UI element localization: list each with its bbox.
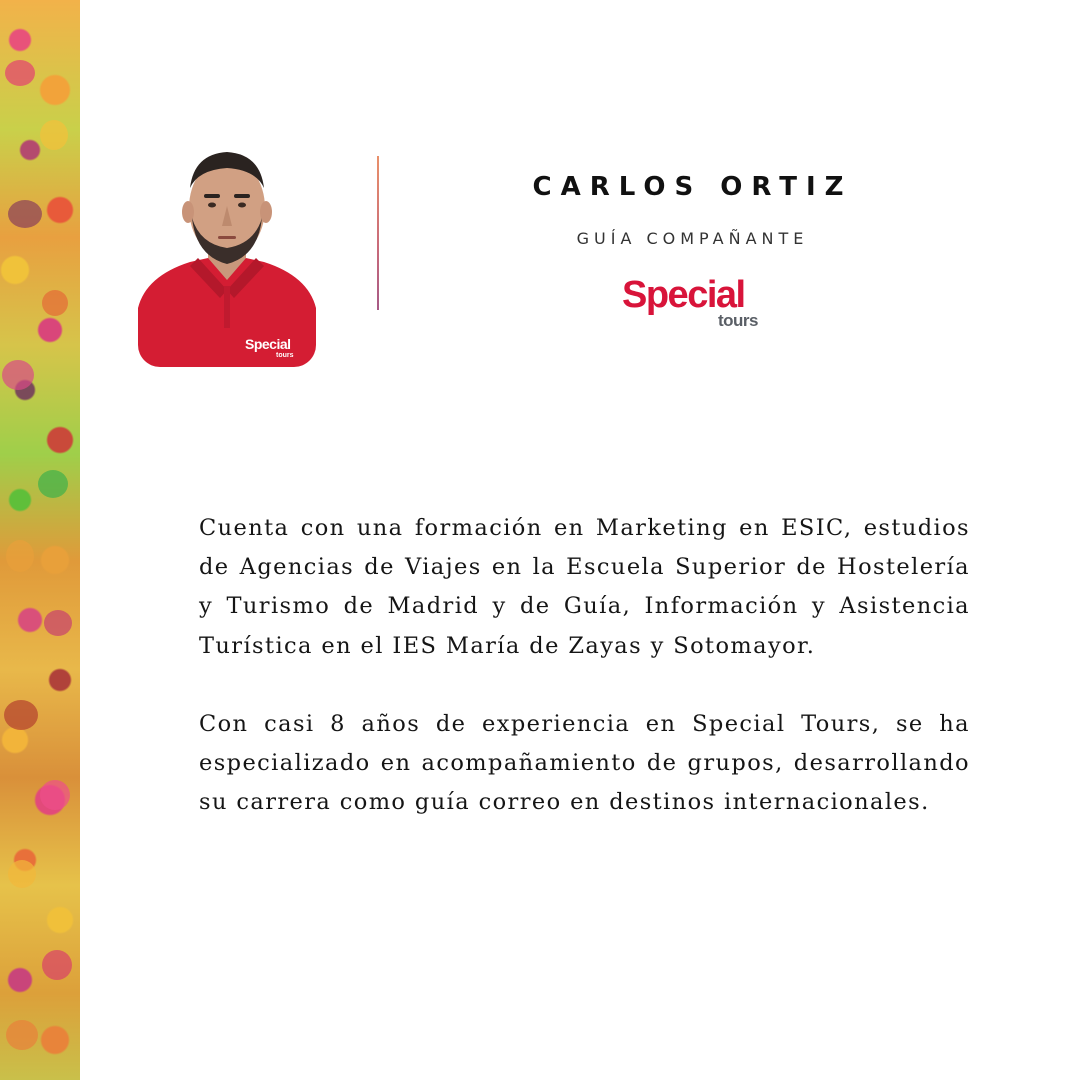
special-tours-logo <box>622 276 762 334</box>
person-name: CARLOS ORTIZ <box>532 172 853 202</box>
logo-sub: tours <box>718 311 758 330</box>
logo-word: Special <box>622 274 745 316</box>
shirt-logo-word: Special <box>245 336 291 352</box>
bio-paragraph-experience: Con casi 8 años de experiencia en Special Tours, se ha especializado en acompañamiento de grupos, desarrollando su carrera como guía correo en destinos internacionales. <box>199 710 970 816</box>
bio-paragraph-education: Cuenta con una formación en Marketing en ESIC, estudios de Agencias de Viajes en la Escuela Superior de Hostelería y Turismo de Madrid y de Guía, Información y Asistencia Turística en el IES María de Zayas y Sotomayor. <box>199 515 970 659</box>
portrait-photo <box>138 148 316 367</box>
avatar <box>138 148 316 367</box>
person-role: GUÍA COMPAÑANTE <box>576 229 809 248</box>
accent-divider <box>377 156 379 310</box>
shirt-logo-sub: tours <box>276 352 294 359</box>
bio-section <box>199 509 970 861</box>
floral-border-decoration <box>0 0 80 1080</box>
